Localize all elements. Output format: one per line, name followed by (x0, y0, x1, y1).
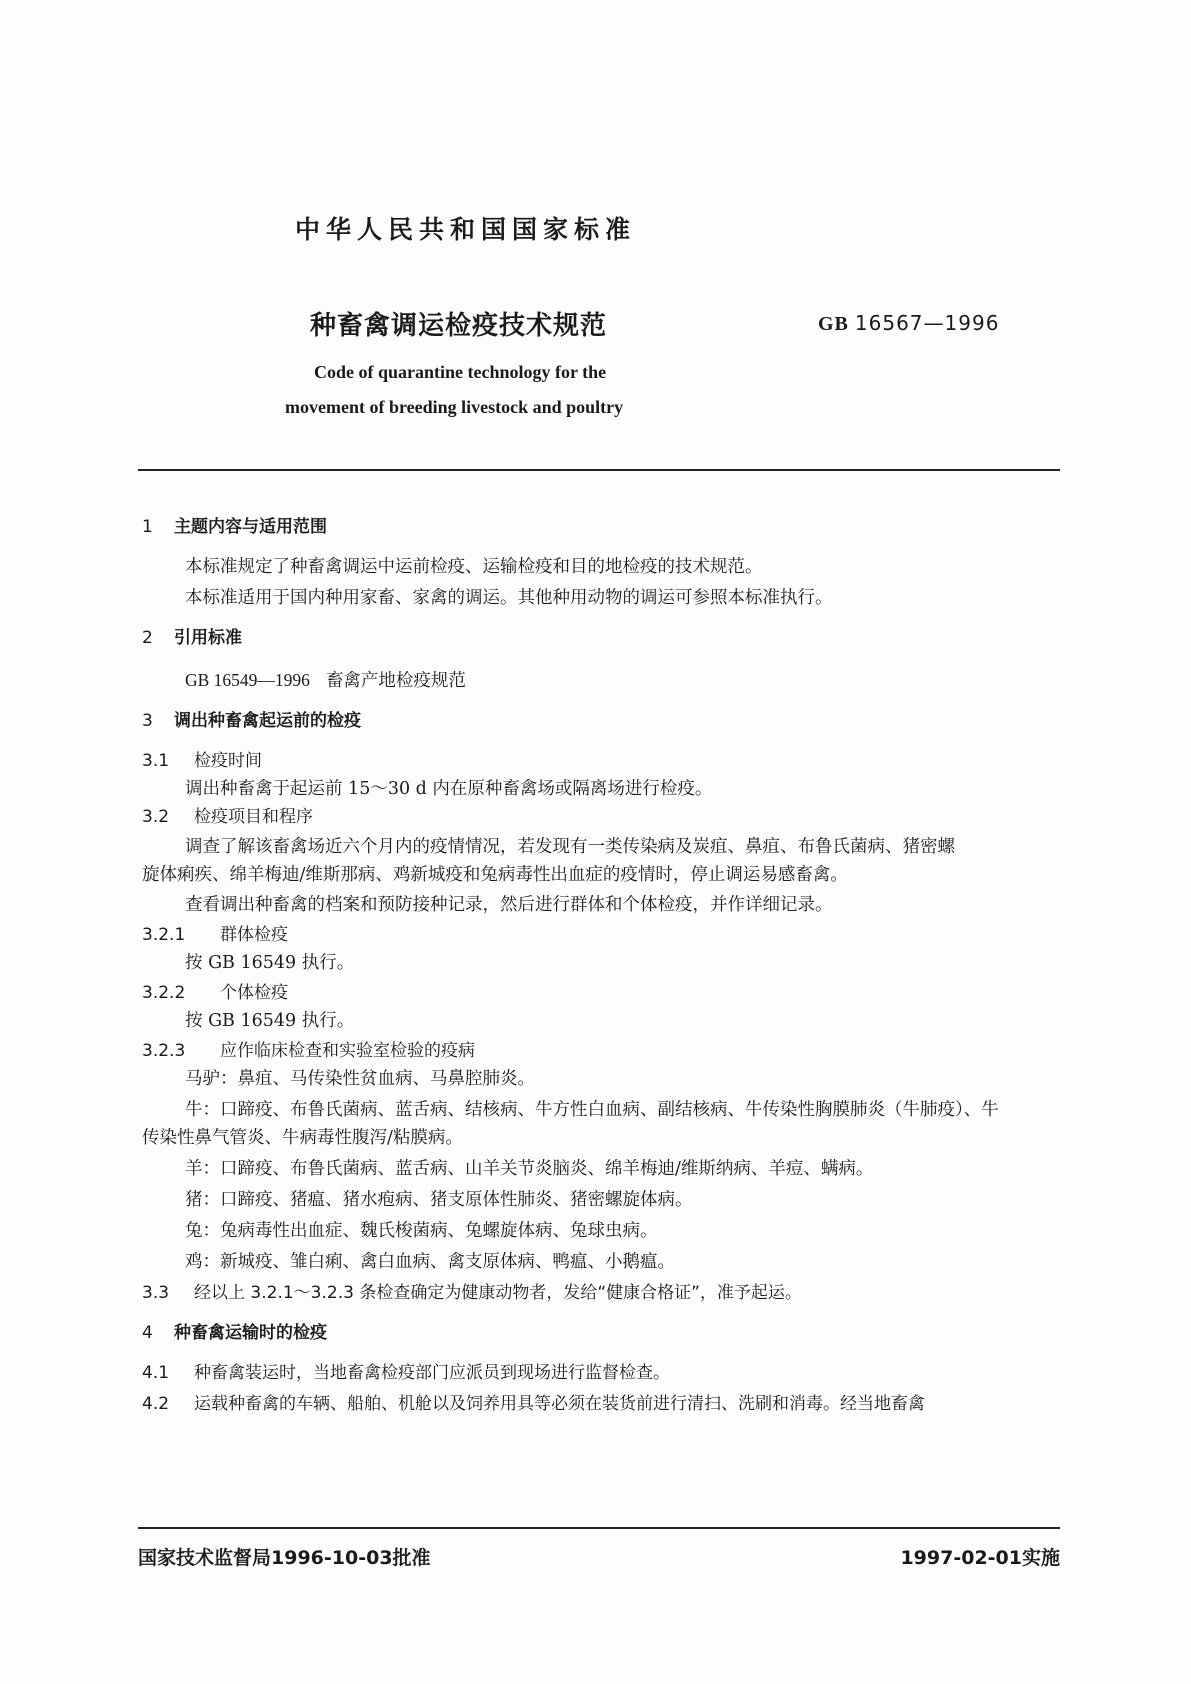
document-body (0, 517, 1191, 1415)
header-divider (138, 469, 1060, 471)
reference-title: 畜禽产地检疫规范 (325, 670, 466, 690)
disease-list-chicken: 鸡：新城疫、雏白痢、禽白血病、禽支原体病、鸭瘟、小鹅瘟。 (185, 1252, 675, 1272)
standard-prefix: GB (818, 313, 849, 335)
section-3-3: 3.3 经以上 3.2.1～3.2.3 条检查确定为健康动物者，发给“健康合格证”，准予起运。 (142, 1283, 802, 1303)
disease-list-sheep: 羊：口蹄疫、布鲁氏菌病、蓝舌病、山羊关节炎脑炎、绵羊梅迪/维斯纳病、羊痘、螨病。 (185, 1159, 874, 1179)
section-3-2-heading: 3.2 检疫项目和程序 (142, 807, 313, 827)
standard-code: 16567—1996 (854, 311, 1000, 335)
section-3-heading: 3 调出种畜禽起运前的检疫 (142, 711, 361, 731)
section-3-2-paragraph-2: 查看调出种畜禽的档案和预防接种记录，然后进行群体和个体检疫，并作详细记录。 (185, 895, 833, 915)
section-1-heading: 1 主题内容与适用范围 (142, 517, 327, 537)
section-3-1-paragraph: 调出种畜禽于起运前 15～30 d 内在原种畜禽场或隔离场进行检疫。 (185, 779, 713, 799)
standard-number (818, 311, 999, 336)
disease-list-pig: 猪：口蹄疫、猪瘟、猪水疱病、猪支原体性肺炎、猪密螺旋体病。 (185, 1190, 693, 1210)
footer-divider (138, 1527, 1060, 1529)
section-3-1-heading: 3.1 检疫时间 (142, 751, 262, 771)
document-title: 种畜禽调运检疫技术规范 (310, 311, 608, 341)
section-3-2-1-paragraph: 按 GB 16549 执行。 (185, 953, 355, 973)
section-3-2-paragraph-1a: 调查了解该畜禽场近六个月内的疫情情况，若发现有一类传染病及炭疽、鼻疽、布鲁氏菌病、猪密螺 (185, 837, 955, 857)
section-2-heading: 2 引用标准 (142, 628, 242, 648)
implementation-date: 1997-02-01实施 (900, 1547, 1060, 1569)
disease-list-cattle-a: 牛：口蹄疫、布鲁氏菌病、蓝舌病、结核病、牛方性白血病、副结核病、牛传染性胸膜肺炎（牛肺疫）、牛 (185, 1100, 999, 1120)
section-4-2: 4.2 运载种畜禽的车辆、船舶、机舱以及饲养用具等必须在装货前进行清扫、洗刷和消毒。经当地畜禽 (142, 1394, 925, 1414)
reference-entry (0, 669, 1191, 691)
english-title-line-2: movement of breeding livestock and poultry (285, 397, 624, 417)
section-3-2-3-heading: 3.2.3 应作临床检查和实验室检验的疫病 (142, 1041, 475, 1061)
national-standard-label: 中华人民共和国国家标准 (295, 215, 637, 244)
reference-code: GB 16549—1996 (185, 670, 310, 690)
section-4-1: 4.1 种畜禽装运时，当地畜禽检疫部门应派员到现场进行监督检查。 (142, 1363, 670, 1383)
disease-list-cattle-b: 传染性鼻气管炎、牛病毒性腹泻/粘膜病。 (142, 1128, 463, 1148)
english-title-line-1: Code of quarantine technology for the (314, 362, 607, 382)
section-3-2-2-paragraph: 按 GB 16549 执行。 (185, 1011, 355, 1031)
section-3-2-paragraph-1b: 旋体痢疾、绵羊梅迪/维斯那病、鸡新城疫和兔病毒性出血症的疫情时，停止调运易感畜禽。 (142, 865, 848, 885)
section-3-2-2-heading: 3.2.2 个体检疫 (142, 983, 288, 1003)
section-1-paragraph-2: 本标准适用于国内种用家畜、家禽的调运。其他种用动物的调运可参照本标准执行。 (185, 588, 833, 608)
section-4-heading: 4 种畜禽运输时的检疫 (142, 1323, 327, 1343)
disease-list-rabbit: 兔：兔病毒性出血症、魏氏梭菌病、兔螺旋体病、兔球虫病。 (185, 1221, 658, 1241)
disease-list-horse: 马驴：鼻疽、马传染性贫血病、马鼻腔肺炎。 (185, 1069, 535, 1089)
approval-date: 国家技术监督局1996-10-03批准 (138, 1547, 431, 1569)
section-1-paragraph-1: 本标准规定了种畜禽调运中运前检疫、运输检疫和目的地检疫的技术规范。 (185, 557, 763, 577)
section-3-2-1-heading: 3.2.1 群体检疫 (142, 925, 288, 945)
